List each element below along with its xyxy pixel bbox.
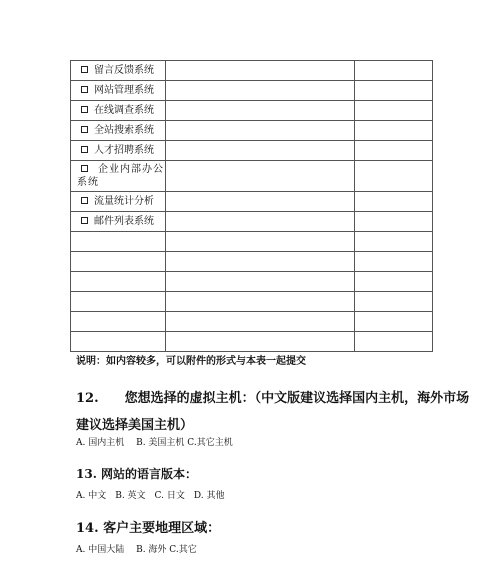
question-13-title: 13. 网站的语言版本： — [76, 467, 198, 481]
table-row — [71, 252, 433, 272]
option-label: 流量统计分析 — [94, 196, 154, 207]
option-cell[interactable] — [71, 81, 166, 101]
question-14-options[interactable]: A. 中国大陆 B. 海外 C.其它 — [76, 545, 197, 555]
table-row — [71, 232, 433, 252]
option-cell[interactable] — [71, 121, 166, 141]
table-row — [71, 141, 433, 161]
table-cell — [355, 292, 433, 312]
table-cell — [355, 101, 433, 121]
table-row — [71, 121, 433, 141]
table-row — [71, 292, 433, 312]
table-note: 说明：如内容较多，可以附件的形式与本表一起提交 — [76, 356, 306, 367]
table-cell — [166, 192, 355, 212]
table-cell — [355, 272, 433, 292]
table-cell — [166, 332, 355, 352]
table-cell — [71, 232, 166, 252]
table-cell — [355, 312, 433, 332]
question-text: 您想选择的虚拟主机：（中文版建议选择国内主机，海外市场 — [124, 391, 470, 406]
option-cell[interactable] — [71, 101, 166, 121]
table-row — [71, 332, 433, 352]
table-cell — [355, 332, 433, 352]
table-row — [71, 272, 433, 292]
table-cell — [166, 272, 355, 292]
checkbox-icon[interactable] — [81, 66, 88, 73]
table-cell — [355, 192, 433, 212]
table-cell — [355, 212, 433, 232]
table-cell — [355, 81, 433, 101]
table-cell — [166, 252, 355, 272]
table-cell — [71, 312, 166, 332]
table-cell — [71, 332, 166, 352]
table-row — [71, 312, 433, 332]
checkbox-icon[interactable] — [81, 217, 88, 224]
table-cell — [166, 232, 355, 252]
checkbox-icon[interactable] — [81, 86, 88, 93]
table-row — [71, 101, 433, 121]
checkbox-icon[interactable] — [81, 106, 88, 113]
option-label: 人才招聘系统 — [94, 145, 154, 156]
feature-table — [70, 60, 433, 352]
table-cell — [166, 292, 355, 312]
question-12-title-continued: 建议选择美国主机） — [76, 418, 194, 433]
question-12-options[interactable]: A. 国内主机 B. 美国主机 C.其它主机 — [76, 438, 233, 448]
table-cell — [166, 161, 355, 192]
option-cell[interactable] — [71, 141, 166, 161]
table-cell — [166, 101, 355, 121]
table-row — [71, 61, 433, 81]
question-14-title: 14. 客户主要地理区域： — [76, 521, 221, 536]
checkbox-icon[interactable] — [81, 146, 88, 153]
option-label: 邮件列表系统 — [94, 216, 154, 227]
table-cell — [355, 121, 433, 141]
option-label: 企业内部办公系统 — [77, 164, 164, 188]
table-cell — [355, 61, 433, 81]
table-row — [71, 192, 433, 212]
table-cell — [166, 141, 355, 161]
table-row — [71, 81, 433, 101]
table-cell — [166, 212, 355, 232]
option-cell[interactable] — [71, 192, 166, 212]
table-cell — [166, 61, 355, 81]
question-13-options[interactable]: A. 中文 B. 英文 C. 日文 D. 其他 — [76, 491, 225, 501]
table-cell — [355, 161, 433, 192]
question-12-title — [76, 387, 469, 406]
table-cell — [71, 292, 166, 312]
table-row — [71, 161, 433, 192]
table-cell — [166, 121, 355, 141]
option-cell[interactable] — [71, 212, 166, 232]
checkbox-icon[interactable] — [81, 197, 88, 204]
checkbox-icon[interactable] — [81, 126, 88, 133]
table-cell — [71, 272, 166, 292]
option-label: 留言反馈系统 — [94, 65, 154, 76]
option-label: 在线调查系统 — [94, 105, 154, 116]
option-label: 全站搜索系统 — [94, 125, 154, 136]
table-cell — [166, 312, 355, 332]
option-label: 网站管理系统 — [94, 85, 154, 96]
option-cell[interactable] — [71, 161, 166, 192]
table-row — [71, 212, 433, 232]
table-cell — [355, 252, 433, 272]
table-cell — [355, 141, 433, 161]
table-cell — [355, 232, 433, 252]
option-cell[interactable] — [71, 61, 166, 81]
table-cell — [166, 81, 355, 101]
question-number: 12. — [76, 391, 99, 406]
checkbox-icon[interactable] — [81, 165, 88, 172]
table-cell — [71, 252, 166, 272]
